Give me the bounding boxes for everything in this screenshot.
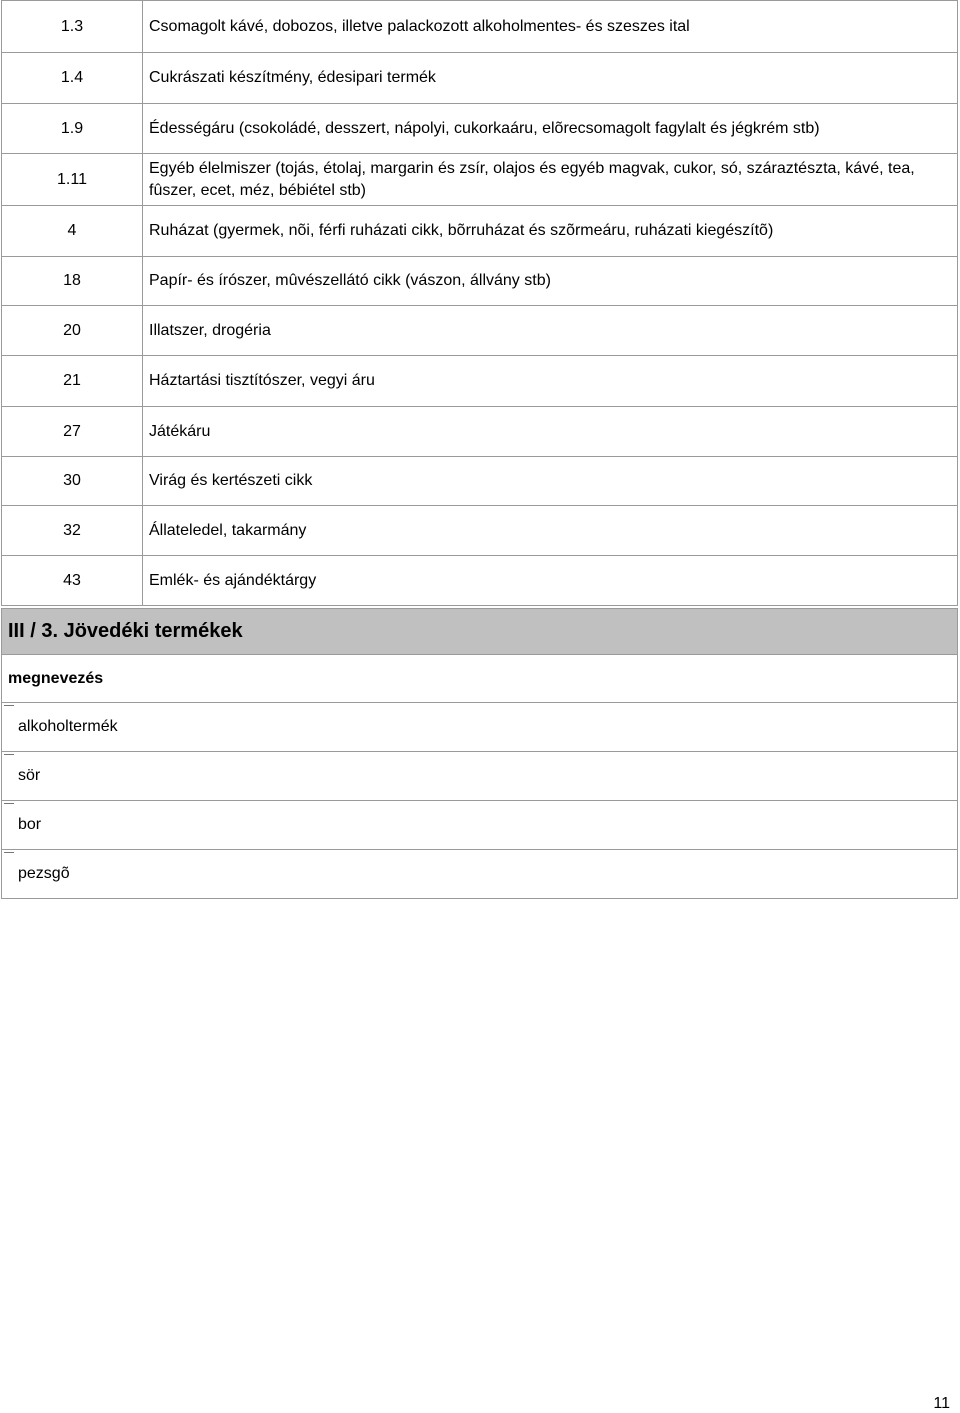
category-description: Édességáru (csokoládé, desszert, nápolyi, cukorkaáru, elõrecsomagolt fagylalt és jégkrém stb)	[143, 104, 958, 154]
section-title: III / 3. Jövedéki termékek	[2, 609, 958, 655]
category-description: Ruházat (gyermek, nõi, férfi ruházati cikk, bõrruházat és szõrmeáru, ruházati kiegészítõ)	[143, 206, 958, 257]
table-row	[2, 104, 958, 154]
table-row	[2, 752, 958, 801]
category-code: 1.9	[2, 104, 143, 154]
section-header-row	[2, 609, 958, 655]
list-item	[2, 752, 958, 801]
list-item	[2, 850, 958, 899]
category-description: Papír- és írószer, mûvészellátó cikk (vászon, állvány stb)	[143, 257, 958, 306]
category-code: 1.3	[2, 1, 143, 53]
category-code: 32	[2, 506, 143, 556]
table-row	[2, 457, 958, 506]
dash-mark	[4, 852, 14, 853]
category-code: 1.11	[2, 154, 143, 206]
dash-mark	[4, 705, 14, 706]
category-description: Játékáru	[143, 407, 958, 457]
table-row	[2, 154, 958, 206]
column-header-row	[2, 655, 958, 703]
table-row	[2, 206, 958, 257]
table-row	[2, 257, 958, 306]
table-row	[2, 407, 958, 457]
category-description: Cukrászati készítmény, édesipari termék	[143, 53, 958, 104]
table-row	[2, 1, 958, 53]
page-number: 11	[933, 1395, 950, 1412]
item-label: pezsgõ	[18, 865, 70, 882]
category-description: Állateledel, takarmány	[143, 506, 958, 556]
category-code: 43	[2, 556, 143, 606]
category-code: 18	[2, 257, 143, 306]
table-row	[2, 801, 958, 850]
table-row	[2, 556, 958, 606]
item-label: alkoholtermék	[18, 718, 118, 735]
table-row	[2, 506, 958, 556]
table-row	[2, 53, 958, 104]
category-description: Emlék- és ajándéktárgy	[143, 556, 958, 606]
list-item	[2, 703, 958, 752]
category-code: 20	[2, 306, 143, 356]
table-row	[2, 703, 958, 752]
category-code: 21	[2, 356, 143, 407]
category-description: Virág és kertészeti cikk	[143, 457, 958, 506]
category-code: 4	[2, 206, 143, 257]
category-description: Háztartási tisztítószer, vegyi áru	[143, 356, 958, 407]
category-description: Egyéb élelmiszer (tojás, étolaj, margarin és zsír, olajos és egyéb magvak, cukor, só, száraztészta, kávé, tea, fûszer, ecet, méz, bébiétel stb)	[143, 154, 958, 206]
dash-mark	[4, 754, 14, 755]
category-description: Csomagolt kávé, dobozos, illetve palackozott alkoholmentes- és szeszes ital	[143, 1, 958, 53]
category-description: Illatszer, drogéria	[143, 306, 958, 356]
table-row	[2, 356, 958, 407]
dash-mark	[4, 803, 14, 804]
item-label: sör	[18, 767, 41, 784]
category-code: 30	[2, 457, 143, 506]
category-code: 27	[2, 407, 143, 457]
table-row	[2, 850, 958, 899]
excise-products-table	[1, 608, 958, 899]
list-item	[2, 801, 958, 850]
column-header: megnevezés	[2, 655, 958, 703]
category-code: 1.4	[2, 53, 143, 104]
product-category-table	[1, 0, 958, 606]
table-row	[2, 306, 958, 356]
item-label: bor	[18, 816, 42, 833]
